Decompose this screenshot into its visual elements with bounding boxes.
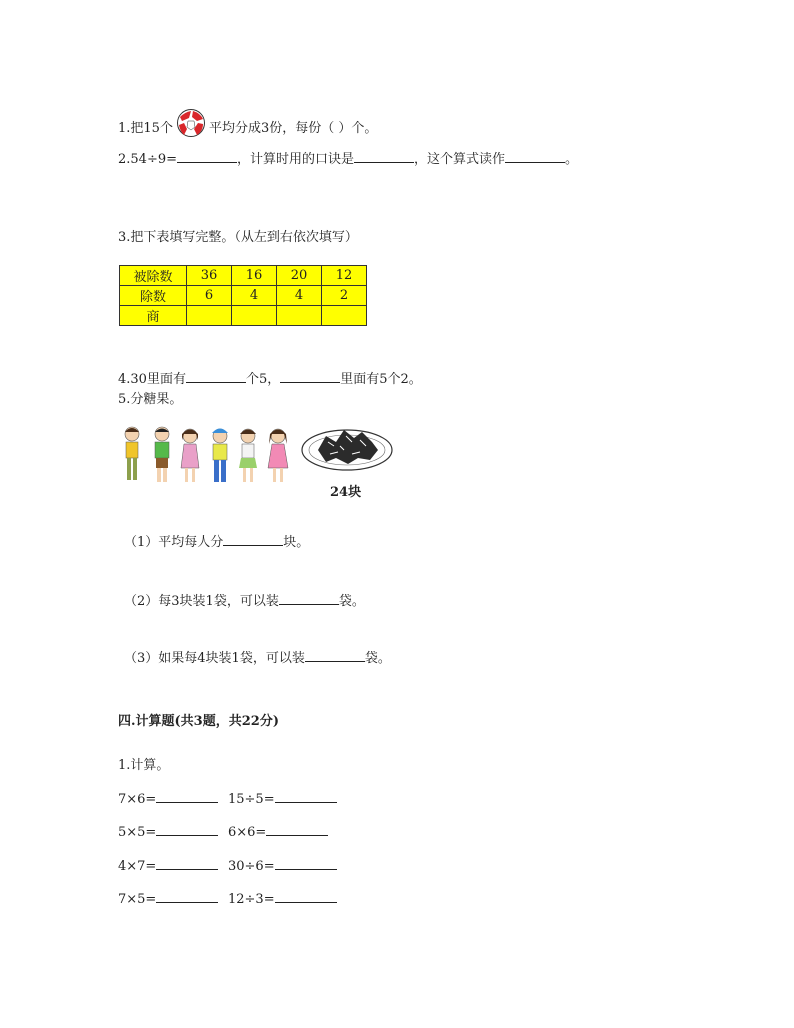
calc-expression: 30÷6= [228, 859, 275, 874]
question-1 [118, 108, 377, 138]
calc-row [228, 823, 328, 840]
table-cell: 12 [322, 266, 367, 286]
calc-row [228, 857, 337, 874]
answer-cell[interactable] [187, 306, 232, 326]
answer-blank[interactable] [156, 890, 218, 903]
table-cell: 36 [187, 266, 232, 286]
calc-expression: 12÷3= [228, 892, 275, 907]
question-5-title: 5.分糖果。 [118, 392, 183, 407]
question-1-suffix: 平均分成3份，每份（ ）个。 [208, 121, 378, 136]
answer-blank[interactable] [275, 790, 337, 803]
calc-row [228, 790, 337, 807]
answer-blank[interactable] [223, 533, 283, 546]
q5-1-suffix: 块。 [283, 535, 310, 550]
question-5-part-1 [124, 531, 309, 550]
row-label: 被除数 [120, 266, 187, 286]
calc-row [118, 823, 218, 840]
q2-expression: 2.54÷9= [118, 152, 178, 167]
calc-expression: 5×5= [118, 825, 157, 840]
q5-1-text: （1）平均每人分 [124, 535, 224, 550]
question-5-part-2 [124, 590, 365, 609]
answer-blank[interactable] [156, 823, 218, 836]
table-cell: 20 [277, 266, 322, 286]
row-label: 除数 [120, 286, 187, 306]
question-4 [118, 368, 422, 387]
answer-blank[interactable] [275, 857, 337, 870]
answer-blank[interactable] [156, 857, 218, 870]
question-1-prefix: 1.把15个 [118, 121, 173, 136]
calc-row [118, 790, 218, 807]
q2-text-c: ，这个算式读作 [414, 152, 506, 167]
table-row [120, 286, 367, 306]
answer-blank[interactable] [280, 370, 340, 383]
q4-text-a: 4.30里面有 [118, 372, 186, 387]
answer-blank[interactable] [505, 150, 565, 163]
answer-blank[interactable] [177, 150, 237, 163]
answer-blank[interactable] [279, 592, 339, 605]
calc-expression: 4×7= [118, 859, 157, 874]
q5-3-suffix: 袋。 [364, 651, 391, 666]
child-figure [125, 427, 139, 480]
table-cell: 2 [322, 286, 367, 306]
calc-row [118, 890, 218, 907]
q4-text-b: 个5， [245, 372, 281, 387]
answer-cell[interactable] [322, 306, 367, 326]
plate-label: 24块 [330, 485, 362, 500]
question-5-part-3 [124, 647, 391, 666]
table-cell: 6 [187, 286, 232, 306]
answer-blank[interactable] [266, 823, 328, 836]
q5-2-text: （2）每3块装1袋，可以装 [124, 594, 279, 609]
q5-2-suffix: 袋。 [338, 594, 365, 609]
table-row [120, 266, 367, 286]
answer-cell[interactable] [277, 306, 322, 326]
question-3-title: 3.把下表填写完整。（从左到右依次填写） [118, 230, 358, 245]
soccer-ball-icon [176, 108, 206, 138]
answer-cell[interactable] [232, 306, 277, 326]
answer-blank[interactable] [186, 370, 246, 383]
q2-text-d: 。 [565, 152, 579, 167]
calc-expression: 7×5= [118, 892, 157, 907]
calc-expression: 15÷5= [228, 792, 275, 807]
children-illustration [120, 422, 300, 492]
answer-blank[interactable] [156, 790, 218, 803]
question-2 [118, 148, 578, 167]
calc-row [118, 857, 218, 874]
table-row [120, 306, 367, 326]
table-cell: 4 [232, 286, 277, 306]
candy-plate-illustration [300, 420, 394, 474]
q4-text-c: 里面有5个2。 [340, 372, 422, 387]
answer-blank[interactable] [354, 150, 414, 163]
row-label: 商 [120, 306, 187, 326]
calc-row [228, 890, 337, 907]
table-cell: 16 [232, 266, 277, 286]
calc-expression: 6×6= [228, 825, 267, 840]
q2-text-b: ，计算时用的口诀是 [237, 152, 355, 167]
division-table [119, 265, 367, 326]
answer-blank[interactable] [305, 649, 365, 662]
answer-blank[interactable] [275, 890, 337, 903]
calc-question-title: 1.计算。 [118, 758, 170, 773]
table-cell: 4 [277, 286, 322, 306]
calc-expression: 7×6= [118, 792, 157, 807]
q5-3-text: （3）如果每4块装1袋，可以装 [124, 651, 305, 666]
section-heading: 四.计算题(共3题，共22分) [118, 714, 279, 729]
